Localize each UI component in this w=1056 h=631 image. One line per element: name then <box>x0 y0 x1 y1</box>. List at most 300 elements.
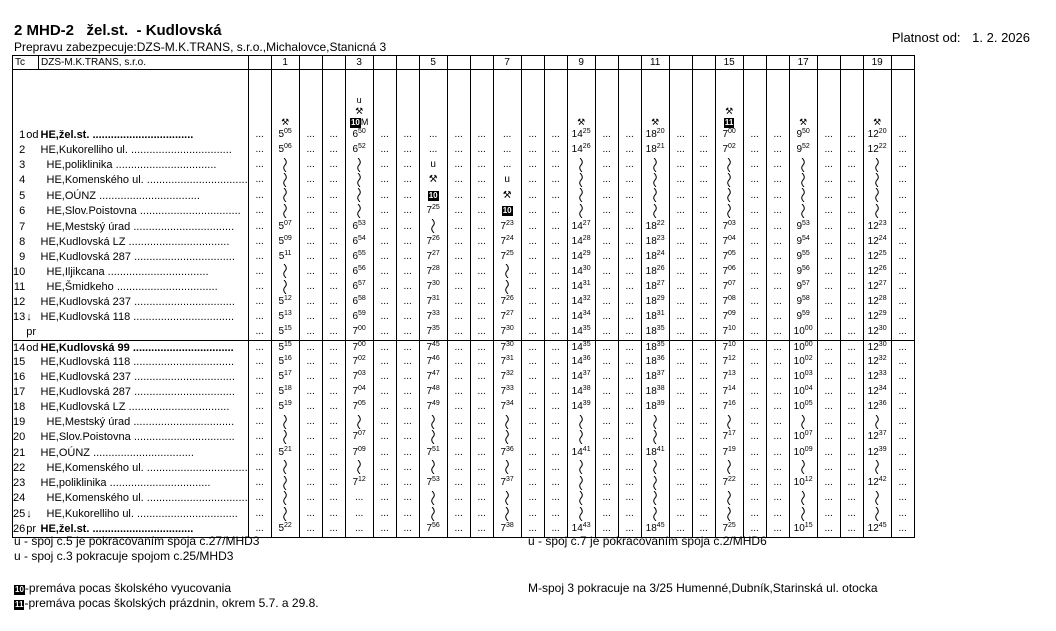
departure-time: $7^{38}$ <box>493 522 521 537</box>
direction-mark <box>26 158 38 173</box>
filler-cell: ... <box>618 370 641 385</box>
row-number: 12 <box>13 296 26 309</box>
departure-time: $14^{32}$ <box>567 295 595 310</box>
filler-cell: ... <box>692 235 715 250</box>
filler-cell: ... <box>299 491 322 506</box>
filler-cell: ... <box>544 460 567 475</box>
direction-mark <box>26 400 38 415</box>
validity-label: Platnost od: <box>891 30 961 45</box>
filler-cell: ... <box>669 143 692 158</box>
workday-icon: ⚒ <box>873 117 882 127</box>
departure-time: $18^{45}$ <box>641 522 669 537</box>
filler-cell: ... <box>544 235 567 250</box>
workday-icon: ⚒ <box>355 106 364 116</box>
stop-row <box>13 491 988 506</box>
departure-time <box>271 264 299 279</box>
filler-cell: ... <box>840 325 863 340</box>
filler-cell: ... <box>373 491 396 506</box>
pass-through-icon <box>355 188 363 202</box>
departure-time: ... <box>345 507 373 522</box>
pass-through-icon <box>725 204 733 218</box>
stop-name: HE,Kudlovská 118 ................................. <box>39 310 249 325</box>
filler-cell: ... <box>891 522 914 537</box>
stop-name: HE,Kudlovská LZ ................................. <box>39 400 249 415</box>
filler-cell: ... <box>743 280 766 295</box>
validity-date: 1. 2. 2026 <box>972 30 1030 45</box>
filler-cell: ... <box>299 143 322 158</box>
filler-cell: ... <box>817 235 840 250</box>
pass-through-icon <box>429 430 437 444</box>
workday-icon: ⚒ <box>281 117 290 127</box>
filler-cell: ... <box>692 325 715 340</box>
filler-cell: ... <box>396 491 419 506</box>
filler-cell: ... <box>743 310 766 325</box>
filler-cell: ... <box>299 310 322 325</box>
filler-cell: ... <box>299 280 322 295</box>
filler-cell: ... <box>595 491 618 506</box>
filler-cell: ... <box>544 295 567 310</box>
departure-time: $10^{05}$ <box>789 400 817 415</box>
filler-cell: ... <box>891 476 914 491</box>
departure-time: $7^{30}$ <box>419 280 447 295</box>
stop-row <box>13 204 988 219</box>
filler-cell: ... <box>322 250 345 265</box>
code-11-badge: 11 <box>15 600 24 609</box>
departure-time: $7^{03}$ <box>715 219 743 234</box>
note-holidays <box>14 596 319 610</box>
departure-time <box>567 415 595 430</box>
filler-cell: ... <box>692 340 715 355</box>
filler-cell: ... <box>891 295 914 310</box>
filler-cell: ... <box>470 491 493 506</box>
flag-cell <box>447 70 470 129</box>
filler-cell: ... <box>544 400 567 415</box>
departure-time: ⚒ <box>419 173 447 188</box>
filler-cell: ... <box>544 340 567 355</box>
departure-time <box>419 491 447 506</box>
pass-through-icon <box>355 158 363 172</box>
filler-cell: ... <box>692 264 715 279</box>
departure-time: $6^{50}$ <box>345 128 373 143</box>
filler-cell: ... <box>817 295 840 310</box>
filler-cell: ... <box>891 385 914 400</box>
departure-time: $12^{42}$ <box>863 476 891 491</box>
departure-time <box>789 507 817 522</box>
filler-cell: ... <box>396 280 419 295</box>
filler-cell: ... <box>766 143 789 158</box>
filler-cell: ... <box>396 430 419 445</box>
filler-cell: ... <box>692 385 715 400</box>
pass-through-icon <box>651 476 659 490</box>
filler-cell: ... <box>447 128 470 143</box>
filler-cell: ... <box>544 188 567 203</box>
filler-cell: ... <box>470 204 493 219</box>
filler-cell: ... <box>840 158 863 173</box>
departure-time: $12^{28}$ <box>863 295 891 310</box>
flag-cell <box>891 70 914 129</box>
pass-through-icon <box>873 158 881 172</box>
filler-cell: ... <box>470 385 493 400</box>
departure-time: $9^{52}$ <box>789 143 817 158</box>
filler-cell: ... <box>817 460 840 475</box>
filler-cell: ... <box>470 400 493 415</box>
stop-row <box>13 219 988 234</box>
filler-cell: ... <box>840 204 863 219</box>
departure-time: $5^{13}$ <box>271 310 299 325</box>
filler-cell: ... <box>299 340 322 355</box>
departure-time: $18^{20}$ <box>641 128 669 143</box>
stop-name: HE,Kudlovská 118 ................................. <box>39 355 249 370</box>
stop-name: HE,Kudlovská 237 ................................. <box>39 370 249 385</box>
trip-number-19: 19 <box>863 56 891 70</box>
filler-cell: ... <box>322 340 345 355</box>
validity-info <box>892 30 1030 45</box>
departure-time: $12^{34}$ <box>863 385 891 400</box>
departure-time: $14^{28}$ <box>567 235 595 250</box>
filler-cell: ... <box>322 385 345 400</box>
departure-time <box>567 173 595 188</box>
departure-time: $5^{21}$ <box>271 446 299 461</box>
departure-time <box>863 507 891 522</box>
filler-cell: ... <box>373 415 396 430</box>
filler-cell: ... <box>669 507 692 522</box>
filler-cell: ... <box>299 415 322 430</box>
filler-cell: ... <box>470 522 493 537</box>
departure-time <box>493 415 521 430</box>
direction-mark <box>26 370 38 385</box>
filler-cell: ... <box>618 430 641 445</box>
departure-time: $7^{51}$ <box>419 446 447 461</box>
direction-mark <box>26 446 38 461</box>
pass-through-icon <box>503 264 511 278</box>
filler-cell: ... <box>595 355 618 370</box>
flag-cell <box>373 70 396 129</box>
stop-row <box>13 460 988 475</box>
departure-time: $12^{20}$ <box>863 128 891 143</box>
filler-cell: ... <box>373 340 396 355</box>
filler-cell: ... <box>322 158 345 173</box>
pass-through-icon <box>873 491 881 505</box>
departure-time: $7^{30}$ <box>493 340 521 355</box>
timetable <box>12 55 987 538</box>
departure-time: $18^{29}$ <box>641 295 669 310</box>
tc-header: Tc <box>13 56 39 70</box>
departure-time: $7^{16}$ <box>715 400 743 415</box>
row-number: 7 <box>13 219 27 234</box>
departure-time: $12^{33}$ <box>863 370 891 385</box>
pass-through-icon <box>503 430 511 444</box>
departure-time <box>271 460 299 475</box>
departure-time <box>345 460 373 475</box>
filler-cell: ... <box>396 446 419 461</box>
filler-cell: ... <box>248 143 271 158</box>
departure-time: $14^{29}$ <box>567 250 595 265</box>
filler-cell: ... <box>595 385 618 400</box>
filler-cell: ... <box>299 250 322 265</box>
filler-cell: ... <box>373 385 396 400</box>
filler-cell: ... <box>618 325 641 340</box>
pass-through-icon <box>355 204 363 218</box>
filler-cell: ... <box>447 430 470 445</box>
filler-cell: ... <box>248 522 271 537</box>
pass-through-icon <box>651 415 659 429</box>
note-trip3: u - spoj c.3 pokracuje spojom c.25/MHD3 <box>14 549 234 563</box>
filler-cell: ... <box>470 325 493 340</box>
filler-cell: ... <box>521 280 544 295</box>
filler-cell: ... <box>521 460 544 475</box>
filler-cell: ... <box>840 250 863 265</box>
departure-time: $7^{05}$ <box>715 250 743 265</box>
filler-cell: ... <box>743 385 766 400</box>
departure-time: $12^{27}$ <box>863 280 891 295</box>
departure-time: $7^{04}$ <box>345 385 373 400</box>
filler-cell: ... <box>299 476 322 491</box>
departure-time: $6^{55}$ <box>345 250 373 265</box>
filler-cell: ... <box>618 280 641 295</box>
header-empty <box>766 56 789 70</box>
pass-through-icon <box>651 491 659 505</box>
filler-cell: ... <box>743 355 766 370</box>
filler-cell: ... <box>447 204 470 219</box>
stop-name: HE,poliklinika ................................. <box>39 158 249 173</box>
pass-through-icon <box>873 188 881 202</box>
filler-cell: ... <box>470 355 493 370</box>
filler-cell: ... <box>595 415 618 430</box>
stop-row <box>13 415 988 430</box>
filler-cell: ... <box>743 491 766 506</box>
departure-time <box>715 188 743 203</box>
departure-time: $18^{26}$ <box>641 264 669 279</box>
flag-cell <box>766 70 789 129</box>
departure-time: $7^{33}$ <box>419 310 447 325</box>
filler-cell: ... <box>618 219 641 234</box>
filler-cell: ... <box>692 415 715 430</box>
filler-cell: ... <box>669 476 692 491</box>
departure-time: $5^{19}$ <box>271 400 299 415</box>
departure-time <box>271 491 299 506</box>
filler-cell: ... <box>521 235 544 250</box>
note-school-days-text: -premáva pocas školského vyucovania <box>24 581 232 595</box>
stop-row <box>13 310 988 325</box>
header-empty <box>544 56 567 70</box>
departure-time: $9^{59}$ <box>789 310 817 325</box>
filler-cell: ... <box>396 370 419 385</box>
code-badge: 11 <box>724 118 734 127</box>
filler-cell: ... <box>669 310 692 325</box>
filler-cell: ... <box>373 158 396 173</box>
filler-cell: ... <box>743 128 766 143</box>
filler-cell: ... <box>669 385 692 400</box>
flag-cell <box>396 70 419 129</box>
filler-cell: ... <box>766 430 789 445</box>
trip-flags <box>641 70 669 129</box>
filler-cell: ... <box>396 400 419 415</box>
departure-time: $7^{17}$ <box>715 430 743 445</box>
departure-time: $12^{29}$ <box>863 310 891 325</box>
departure-time <box>715 491 743 506</box>
filler-cell: ... <box>891 264 914 279</box>
header-empty <box>618 56 641 70</box>
pass-through-icon <box>725 173 733 187</box>
trip-number-3: 3 <box>345 56 373 70</box>
filler-cell: ... <box>248 158 271 173</box>
pass-through-icon <box>651 460 659 474</box>
filler-cell: ... <box>396 460 419 475</box>
departure-time: $18^{37}$ <box>641 370 669 385</box>
direction-mark <box>26 173 38 188</box>
filler-cell: ... <box>373 476 396 491</box>
stop-name: HE,OÚNZ ................................. <box>39 446 249 461</box>
header-row <box>13 56 988 70</box>
filler-cell: ... <box>447 295 470 310</box>
departure-time: $18^{39}$ <box>641 400 669 415</box>
filler-cell: ... <box>447 219 470 234</box>
pass-through-icon <box>873 415 881 429</box>
departure-time <box>863 173 891 188</box>
departure-time <box>567 430 595 445</box>
filler-cell: ... <box>521 219 544 234</box>
departure-time <box>567 204 595 219</box>
trip-flags <box>419 70 447 129</box>
filler-cell: ... <box>322 446 345 461</box>
filler-cell: ... <box>544 128 567 143</box>
departure-time <box>641 188 669 203</box>
stop-name: HE,Šmidkeho ................................. <box>39 280 249 295</box>
row-number: 24 <box>13 491 27 506</box>
trip-flags <box>567 70 595 129</box>
filler-cell: ... <box>692 173 715 188</box>
departure-time <box>715 158 743 173</box>
filler-cell: ... <box>299 204 322 219</box>
filler-cell: ... <box>521 264 544 279</box>
direction-mark <box>26 491 38 506</box>
filler-cell: ... <box>840 264 863 279</box>
pass-through-icon <box>577 188 585 202</box>
filler-cell: ... <box>669 370 692 385</box>
filler-cell: ... <box>470 264 493 279</box>
stop-name: HE,žel.st. ................................. <box>39 522 249 537</box>
stop-name <box>39 325 249 340</box>
filler-cell: ... <box>396 507 419 522</box>
filler-cell: ... <box>373 370 396 385</box>
departure-time: $5^{15}$ <box>271 340 299 355</box>
filler-cell: ... <box>595 325 618 340</box>
filler-cell: ... <box>669 415 692 430</box>
departure-time <box>493 460 521 475</box>
pass-through-icon <box>577 476 585 490</box>
filler-cell: ... <box>544 430 567 445</box>
departure-time <box>271 415 299 430</box>
filler-cell: ... <box>447 415 470 430</box>
filler-cell: ... <box>396 204 419 219</box>
row-number: 5 <box>13 188 27 203</box>
departure-time <box>789 173 817 188</box>
filler-cell: ... <box>595 143 618 158</box>
company-header: DZS-M.K.TRANS, s.r.o. <box>39 56 249 70</box>
filler-cell: ... <box>743 415 766 430</box>
departure-time: $5^{17}$ <box>271 370 299 385</box>
filler-cell: ... <box>248 204 271 219</box>
trip-flags <box>863 70 891 129</box>
filler-cell: ... <box>891 158 914 173</box>
stop-row <box>13 476 988 491</box>
filler-cell: ... <box>299 460 322 475</box>
departure-time <box>715 173 743 188</box>
filler-cell: ... <box>521 400 544 415</box>
filler-cell: ... <box>618 491 641 506</box>
filler-cell: ... <box>618 340 641 355</box>
filler-cell: ... <box>817 264 840 279</box>
filler-cell: ... <box>248 325 271 340</box>
filler-cell: ... <box>447 173 470 188</box>
pass-through-icon <box>281 507 289 521</box>
departure-time: $18^{31}$ <box>641 310 669 325</box>
direction-mark: ↓ <box>26 507 32 520</box>
filler-cell: ... <box>544 385 567 400</box>
departure-time: $5^{12}$ <box>271 295 299 310</box>
pass-through-icon <box>281 415 289 429</box>
filler-cell: ... <box>891 491 914 506</box>
filler-cell: ... <box>766 310 789 325</box>
row-number: 22 <box>13 460 27 475</box>
filler-cell: ... <box>766 188 789 203</box>
departure-time: $6^{58}$ <box>345 295 373 310</box>
departure-time: $5^{11}$ <box>271 250 299 265</box>
filler-cell: ... <box>544 143 567 158</box>
departure-time: $18^{35}$ <box>641 340 669 355</box>
trip-flags <box>789 70 817 129</box>
header-empty <box>373 56 396 70</box>
filler-cell: ... <box>618 235 641 250</box>
filler-cell: ... <box>322 460 345 475</box>
pass-through-icon <box>725 158 733 172</box>
departure-time: $7^{53}$ <box>419 476 447 491</box>
departure-time: $7^{10}$ <box>715 340 743 355</box>
departure-time: $14^{37}$ <box>567 370 595 385</box>
filler-cell: ... <box>396 295 419 310</box>
filler-cell: ... <box>817 507 840 522</box>
pass-through-icon <box>281 430 289 444</box>
filler-cell: ... <box>447 325 470 340</box>
departure-time: $14^{27}$ <box>567 219 595 234</box>
filler-cell: ... <box>373 400 396 415</box>
stop-name: HE,Kudlovská LZ ................................. <box>39 235 249 250</box>
filler-cell: ... <box>248 446 271 461</box>
filler-cell: ... <box>396 325 419 340</box>
filler-cell: ... <box>618 460 641 475</box>
departure-time: $14^{35}$ <box>567 340 595 355</box>
filler-cell: ... <box>470 507 493 522</box>
filler-cell: ... <box>447 340 470 355</box>
filler-cell: ... <box>322 235 345 250</box>
departure-time: ... <box>419 128 447 143</box>
filler-cell: ... <box>299 430 322 445</box>
filler-cell: ... <box>447 385 470 400</box>
filler-cell: ... <box>447 264 470 279</box>
departure-time <box>863 415 891 430</box>
departure-time <box>863 158 891 173</box>
pass-through-icon <box>281 204 289 218</box>
departure-time <box>271 280 299 295</box>
departure-time: $14^{38}$ <box>567 385 595 400</box>
filler-cell: ... <box>248 460 271 475</box>
header-empty <box>817 56 840 70</box>
direction-mark <box>26 385 38 400</box>
pass-through-icon <box>429 507 437 521</box>
filler-cell: ... <box>299 235 322 250</box>
filler-cell: ... <box>817 158 840 173</box>
filler-cell: ... <box>618 522 641 537</box>
